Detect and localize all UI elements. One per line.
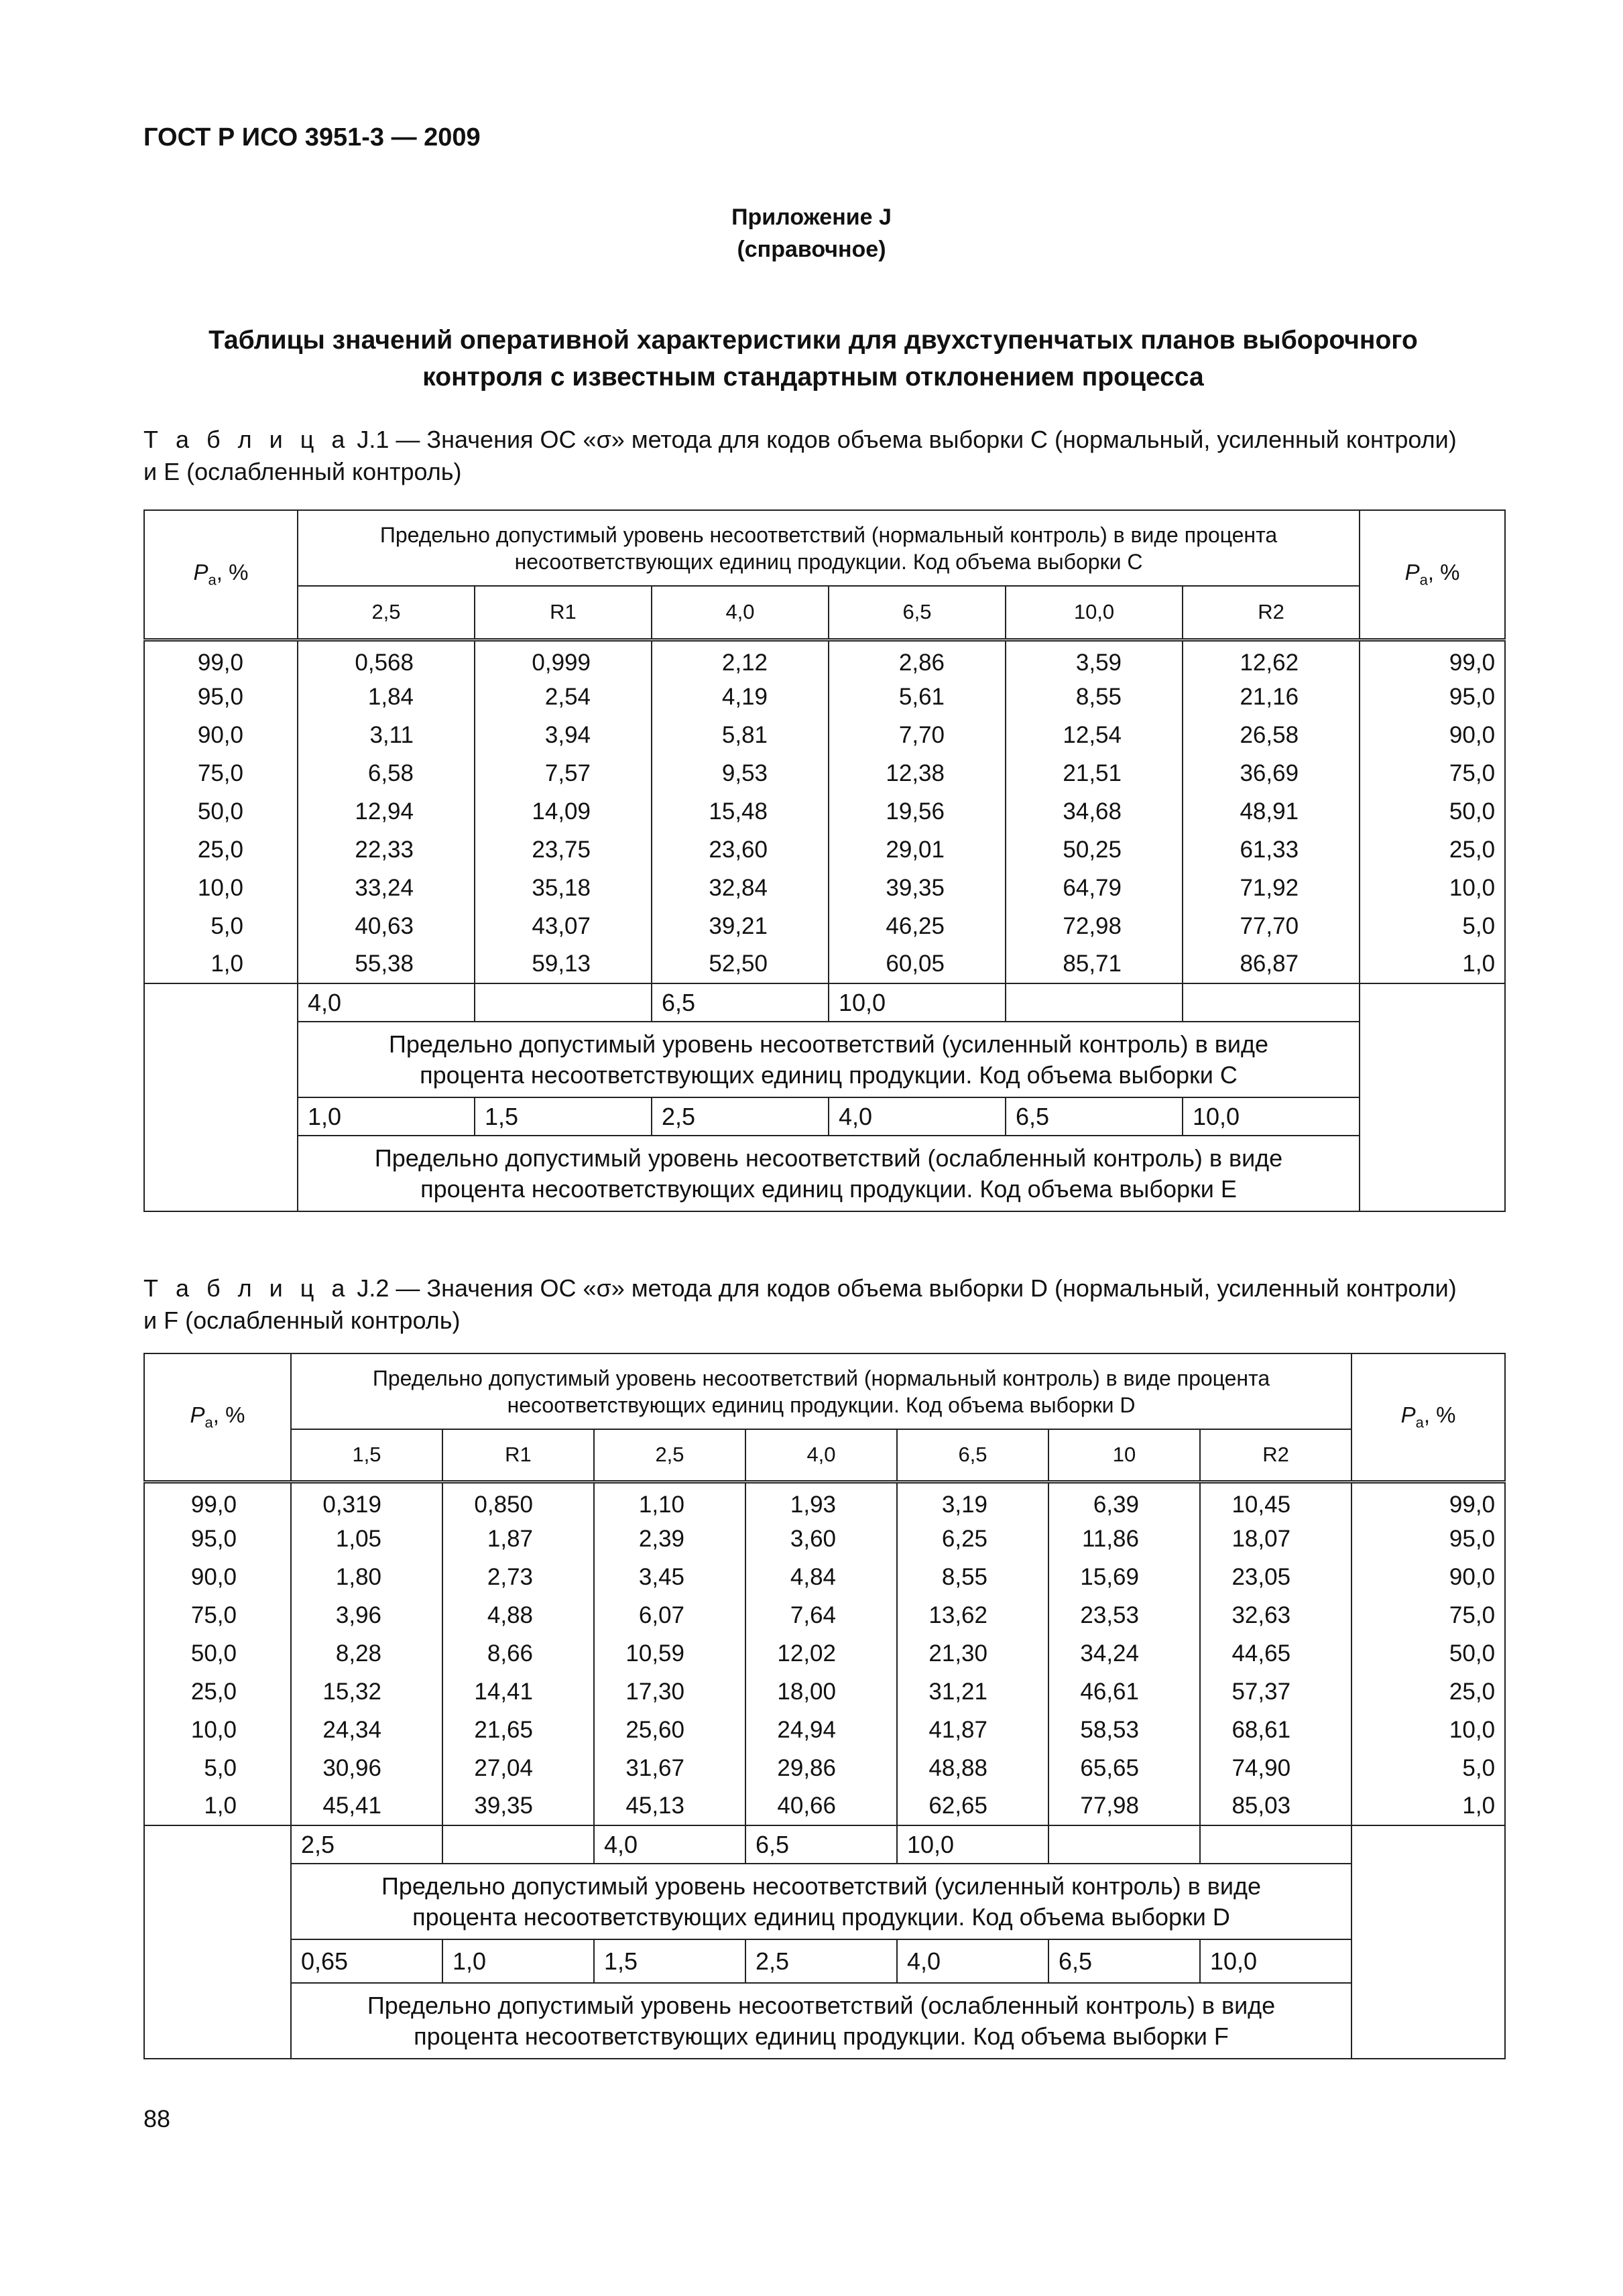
table1-normal-header xyxy=(298,510,1360,586)
table1-reduced-value: 4,0 xyxy=(829,1097,1006,1136)
table1-reduced-note-line-2: процента несоответствующих единиц продукции. Код объема выборки Е xyxy=(420,1174,1237,1203)
table1-cell-value: 40,63 xyxy=(298,907,475,945)
table2-cell-value: 62,65 xyxy=(897,1787,1048,1825)
table1-cell-value: 6,58 xyxy=(298,754,475,792)
table2-cell-value: 3,45 xyxy=(594,1558,745,1596)
table-row xyxy=(144,1634,1505,1673)
table2-column-code: 4,0 xyxy=(745,1429,897,1482)
table2-pa-value: 5,0 xyxy=(144,1749,291,1787)
table2-cell-value: 4,84 xyxy=(745,1558,897,1596)
table2-tightened-value: 2,5 xyxy=(291,1825,442,1864)
table-row xyxy=(144,907,1505,945)
table1-pa-value: 99,0 xyxy=(144,640,298,678)
table2-cell-value: 13,62 xyxy=(897,1596,1048,1634)
table2-cell-value: 25,60 xyxy=(594,1711,745,1749)
table1-reduced-note-line-1: Предельно допустимый уровень несоответствий (ослабленный контроль) в виде xyxy=(374,1144,1283,1172)
table2-cell-value: 8,66 xyxy=(442,1634,594,1673)
table1-cell-value: 1,84 xyxy=(298,678,475,716)
table2-column-code: R2 xyxy=(1200,1429,1351,1482)
table2-cell-value: 44,65 xyxy=(1200,1634,1351,1673)
table2-cell-value: 1,05 xyxy=(291,1520,442,1558)
table1-pa-value: 99,0 xyxy=(1360,640,1505,678)
table-row xyxy=(144,945,1505,983)
table2-cell-value: 45,13 xyxy=(594,1787,745,1825)
table1-header-line-2: несоответствующих единиц продукции. Код объема выборки С xyxy=(514,549,1143,574)
table2-cell-value: 23,53 xyxy=(1048,1596,1200,1634)
table2-pa-value: 1,0 xyxy=(1351,1787,1505,1825)
table2-cell-value: 39,35 xyxy=(442,1787,594,1825)
table1-tightened-note-line-2: процента несоответствующих единиц продукции. Код объема выборки С xyxy=(420,1061,1238,1089)
table2-pa-value: 90,0 xyxy=(144,1558,291,1596)
table1-pa-value: 50,0 xyxy=(1360,792,1505,831)
table2-column-code: 10 xyxy=(1048,1429,1200,1482)
table2-reduced-values-row xyxy=(144,1939,1505,1983)
annex-heading xyxy=(0,201,1623,265)
table2-reduced-value: 4,0 xyxy=(897,1939,1048,1983)
table1 xyxy=(143,509,1506,1212)
table2-cell-value: 7,64 xyxy=(745,1596,897,1634)
table2-caption-label: Т а б л и ц а xyxy=(143,1274,351,1302)
table1-cell-value: 15,48 xyxy=(652,792,829,831)
table2-tightened-value xyxy=(1200,1825,1351,1864)
table1-reduced-value: 10,0 xyxy=(1183,1097,1360,1136)
table2-cell-value: 68,61 xyxy=(1200,1711,1351,1749)
table2-tightened-note-row xyxy=(144,1864,1505,1939)
table1-reduced-value: 1,0 xyxy=(298,1097,475,1136)
table1-pa-value: 95,0 xyxy=(1360,678,1505,716)
table2-reduced-value: 6,5 xyxy=(1048,1939,1200,1983)
table2-cell-value: 1,10 xyxy=(594,1482,745,1520)
table1-cell-value: 12,38 xyxy=(829,754,1006,792)
table1-column-code: R2 xyxy=(1183,586,1360,640)
table2-cell-value: 85,03 xyxy=(1200,1787,1351,1825)
table1-reduced-note-row xyxy=(144,1136,1505,1211)
table1-column-code: 4,0 xyxy=(652,586,829,640)
table1-cell-value: 46,25 xyxy=(829,907,1006,945)
table2-empty-left xyxy=(144,1825,291,2059)
table-row xyxy=(144,1673,1505,1711)
table1-cell-value: 33,24 xyxy=(298,869,475,907)
table1-cell-value: 39,21 xyxy=(652,907,829,945)
table1-cell-value: 21,16 xyxy=(1183,678,1360,716)
table2-reduced-value: 10,0 xyxy=(1200,1939,1351,1983)
table2-reduced-note-line-1: Предельно допустимый уровень несоответствий (ослабленный контроль) в виде xyxy=(367,1991,1276,2019)
table2-cell-value: 1,80 xyxy=(291,1558,442,1596)
page-number: 88 xyxy=(143,2105,171,2132)
table1-reduced-values-row xyxy=(144,1097,1505,1136)
table1-reduced-note xyxy=(298,1136,1360,1211)
table2-cell-value: 30,96 xyxy=(291,1749,442,1787)
table2-cell-value: 8,28 xyxy=(291,1634,442,1673)
table2-reduced-note xyxy=(291,1983,1351,2059)
table-row xyxy=(144,1711,1505,1749)
table1-cell-value: 36,69 xyxy=(1183,754,1360,792)
table1-tightened-value xyxy=(1183,983,1360,1022)
table1-tightened-values-row xyxy=(144,983,1505,1022)
table1-column-code: R1 xyxy=(475,586,652,640)
table2-header-line-2: несоответствующих единиц продукции. Код объема выборки D xyxy=(507,1392,1136,1417)
title-line-1: Таблицы значений оперативной характеристики для двухступенчатых планов выборочного xyxy=(208,326,1418,355)
table2-cell-value: 21,30 xyxy=(897,1634,1048,1673)
table2-cell-value: 29,86 xyxy=(745,1749,897,1787)
table2-cell-value: 40,66 xyxy=(745,1787,897,1825)
table1-cell-value: 5,81 xyxy=(652,716,829,754)
table1-pa-value: 5,0 xyxy=(144,907,298,945)
table1-pa-value: 50,0 xyxy=(144,792,298,831)
table1-cell-value: 5,61 xyxy=(829,678,1006,716)
table2-cell-value: 18,07 xyxy=(1200,1520,1351,1558)
table2-cell-value: 1,87 xyxy=(442,1520,594,1558)
table1-caption-line-1 xyxy=(143,424,1504,456)
table1-cell-value: 9,53 xyxy=(652,754,829,792)
table1-cell-value: 39,35 xyxy=(829,869,1006,907)
table1-empty-right xyxy=(1360,983,1505,1211)
table2-cell-value: 21,65 xyxy=(442,1711,594,1749)
table2-tightened-value: 10,0 xyxy=(897,1825,1048,1864)
table2-cell-value: 14,41 xyxy=(442,1673,594,1711)
table-row xyxy=(144,1482,1505,1520)
table1-tightened-value: 6,5 xyxy=(652,983,829,1022)
table1-cell-value: 2,86 xyxy=(829,640,1006,678)
table2-reduced-value: 2,5 xyxy=(745,1939,897,1983)
table2-pa-header-left: $P_a$, % xyxy=(144,1353,291,1482)
table1-caption-label: Т а б л и ц а xyxy=(143,426,351,453)
table1-tightened-value xyxy=(475,983,652,1022)
table2-tightened-note-line-2: процента несоответствующих единиц продукции. Код объема выборки D xyxy=(412,1902,1230,1931)
table1-pa-value: 5,0 xyxy=(1360,907,1505,945)
table1-pa-value: 1,0 xyxy=(144,945,298,983)
table2-pa-value: 50,0 xyxy=(144,1634,291,1673)
table2-cell-value: 58,53 xyxy=(1048,1711,1200,1749)
table1-pa-value: 75,0 xyxy=(1360,754,1505,792)
table2-pa-value: 99,0 xyxy=(144,1482,291,1520)
table2-pa-value: 75,0 xyxy=(144,1596,291,1634)
table1-pa-header-left: $P_a$, % xyxy=(144,510,298,640)
page-title xyxy=(143,322,1483,396)
table2-cell-value: 6,07 xyxy=(594,1596,745,1634)
table1-pa-value: 25,0 xyxy=(1360,831,1505,869)
table2-reduced-value: 1,0 xyxy=(442,1939,594,1983)
table1-pa-value: 90,0 xyxy=(1360,716,1505,754)
table-row xyxy=(144,792,1505,831)
table1-pa-value: 10,0 xyxy=(144,869,298,907)
table1-pa-header-right: $P_a$, % xyxy=(1360,510,1505,640)
table2-cell-value: 31,21 xyxy=(897,1673,1048,1711)
table1-cell-value: 29,01 xyxy=(829,831,1006,869)
table1-cell-value: 48,91 xyxy=(1183,792,1360,831)
table1-pa-value: 1,0 xyxy=(1360,945,1505,983)
table1-cell-value: 0,999 xyxy=(475,640,652,678)
table1-cell-value: 77,70 xyxy=(1183,907,1360,945)
table2-reduced-note-row xyxy=(144,1983,1505,2059)
table1-cell-value: 0,568 xyxy=(298,640,475,678)
table1-cell-value: 64,79 xyxy=(1006,869,1183,907)
table1-cell-value: 22,33 xyxy=(298,831,475,869)
annex-type: (справочное) xyxy=(737,237,886,262)
table2-cell-value: 8,55 xyxy=(897,1558,1048,1596)
table1-header-line-1: Предельно допустимый уровень несоответствий (нормальный контроль) в виде процента xyxy=(379,522,1278,547)
table1-reduced-value: 2,5 xyxy=(652,1097,829,1136)
table1-cell-value: 71,92 xyxy=(1183,869,1360,907)
table2-cell-value: 1,93 xyxy=(745,1482,897,1520)
table1-pa-value: 90,0 xyxy=(144,716,298,754)
table2-tightened-value xyxy=(442,1825,594,1864)
table2-pa-value: 95,0 xyxy=(144,1520,291,1558)
table1-cell-value: 50,25 xyxy=(1006,831,1183,869)
table2-normal-header xyxy=(291,1353,1351,1429)
table1-caption-line-2: и Е (ослабленный контроль) xyxy=(143,458,462,485)
table2-caption-line-2: и F (ослабленный контроль) xyxy=(143,1307,461,1334)
table2-cell-value: 17,30 xyxy=(594,1673,745,1711)
table1-pa-value: 25,0 xyxy=(144,831,298,869)
table2-cell-value: 11,86 xyxy=(1048,1520,1200,1558)
table2-cell-value: 31,67 xyxy=(594,1749,745,1787)
table1-cell-value: 8,55 xyxy=(1006,678,1183,716)
table1-pa-value: 95,0 xyxy=(144,678,298,716)
table2-pa-value: 1,0 xyxy=(144,1787,291,1825)
annex-label: Приложение J xyxy=(731,204,892,230)
table2-cell-value: 2,73 xyxy=(442,1558,594,1596)
table2-cell-value: 24,94 xyxy=(745,1711,897,1749)
table1-cell-value: 26,58 xyxy=(1183,716,1360,754)
table2-pa-header-right: $P_a$, % xyxy=(1351,1353,1505,1482)
table1-pa-value: 10,0 xyxy=(1360,869,1505,907)
table2-cell-value: 2,39 xyxy=(594,1520,745,1558)
table2-pa-value: 50,0 xyxy=(1351,1634,1505,1673)
table1-caption-text: J.1 — Значения ОС «σ» метода для кодов объема выборки С (нормальный, усиленный контроли) xyxy=(350,426,1457,453)
table1-tightened-value: 4,0 xyxy=(298,983,475,1022)
table2-cell-value: 34,24 xyxy=(1048,1634,1200,1673)
table2 xyxy=(143,1353,1506,2059)
table2-caption-line-1 xyxy=(143,1272,1504,1305)
table1-cell-value: 34,68 xyxy=(1006,792,1183,831)
table1-cell-value: 85,71 xyxy=(1006,945,1183,983)
table-row xyxy=(144,1787,1505,1825)
table-row xyxy=(144,754,1505,792)
table2-caption-text: J.2 — Значения ОС «σ» метода для кодов объема выборки D (нормальный, усиленный контроли) xyxy=(350,1274,1457,1302)
table2-cell-value: 32,63 xyxy=(1200,1596,1351,1634)
table2-cell-value: 3,96 xyxy=(291,1596,442,1634)
table1-header-row xyxy=(144,510,1505,586)
table2-cell-value: 6,25 xyxy=(897,1520,1048,1558)
table2-header-row xyxy=(144,1353,1505,1429)
table2-cell-value: 6,39 xyxy=(1048,1482,1200,1520)
table2-cell-value: 0,319 xyxy=(291,1482,442,1520)
table2-tightened-value: 6,5 xyxy=(745,1825,897,1864)
table2-cell-value: 27,04 xyxy=(442,1749,594,1787)
table-row xyxy=(144,1596,1505,1634)
table1-cell-value: 60,05 xyxy=(829,945,1006,983)
table1-tightened-note-row xyxy=(144,1022,1505,1097)
table2-cell-value: 48,88 xyxy=(897,1749,1048,1787)
table2-cell-value: 74,90 xyxy=(1200,1749,1351,1787)
table2-pa-value: 10,0 xyxy=(144,1711,291,1749)
table1-pa-value: 75,0 xyxy=(144,754,298,792)
table1-cell-value: 2,54 xyxy=(475,678,652,716)
table2-reduced-note-line-2: процента несоответствующих единиц продукции. Код объема выборки F xyxy=(414,2022,1229,2050)
table-row xyxy=(144,831,1505,869)
table2-reduced-value: 1,5 xyxy=(594,1939,745,1983)
table1-cell-value: 59,13 xyxy=(475,945,652,983)
table1-code-row xyxy=(144,586,1505,640)
table2-column-code: 1,5 xyxy=(291,1429,442,1482)
table2-code-row xyxy=(144,1429,1505,1482)
table1-cell-value: 23,75 xyxy=(475,831,652,869)
table2-cell-value: 46,61 xyxy=(1048,1673,1200,1711)
table2-cell-value: 15,69 xyxy=(1048,1558,1200,1596)
table1-tightened-note-line-1: Предельно допустимый уровень несоответствий (усиленный контроль) в виде xyxy=(389,1030,1269,1058)
table1-cell-value: 23,60 xyxy=(652,831,829,869)
table1-column-code: 2,5 xyxy=(298,586,475,640)
table2-cell-value: 77,98 xyxy=(1048,1787,1200,1825)
table2-cell-value: 23,05 xyxy=(1200,1558,1351,1596)
table2-reduced-value: 0,65 xyxy=(291,1939,442,1983)
table1-cell-value: 14,09 xyxy=(475,792,652,831)
document-code: ГОСТ Р ИСО 3951-3 — 2009 xyxy=(143,123,481,152)
table1-cell-value: 12,94 xyxy=(298,792,475,831)
table2-pa-value: 10,0 xyxy=(1351,1711,1505,1749)
table-row xyxy=(144,1520,1505,1558)
table1-column-code: 10,0 xyxy=(1006,586,1183,640)
table-row xyxy=(144,1558,1505,1596)
table1-cell-value: 4,19 xyxy=(652,678,829,716)
table1-column-code: 6,5 xyxy=(829,586,1006,640)
table1-reduced-value: 6,5 xyxy=(1006,1097,1183,1136)
table1-cell-value: 52,50 xyxy=(652,945,829,983)
table1-cell-value: 12,62 xyxy=(1183,640,1360,678)
table2-column-code: 6,5 xyxy=(897,1429,1048,1482)
table2-tightened-values-row xyxy=(144,1825,1505,1864)
table2-pa-value: 25,0 xyxy=(1351,1673,1505,1711)
table-row xyxy=(144,716,1505,754)
table2-cell-value: 65,65 xyxy=(1048,1749,1200,1787)
table1-cell-value: 12,54 xyxy=(1006,716,1183,754)
table1-cell-value: 86,87 xyxy=(1183,945,1360,983)
table2-empty-right xyxy=(1351,1825,1505,2059)
title-line-2: контроля с известным стандартным отклонением процесса xyxy=(422,363,1204,391)
table1-reduced-value: 1,5 xyxy=(475,1097,652,1136)
table1-cell-value: 2,12 xyxy=(652,640,829,678)
table2-tightened-value: 4,0 xyxy=(594,1825,745,1864)
table2-pa-value: 99,0 xyxy=(1351,1482,1505,1520)
table2-caption xyxy=(143,1272,1504,1337)
table-row xyxy=(144,869,1505,907)
table2-cell-value: 41,87 xyxy=(897,1711,1048,1749)
table1-cell-value: 7,70 xyxy=(829,716,1006,754)
table2-pa-value: 95,0 xyxy=(1351,1520,1505,1558)
table2-cell-value: 10,45 xyxy=(1200,1482,1351,1520)
table2-column-code: R1 xyxy=(442,1429,594,1482)
table2-cell-value: 4,88 xyxy=(442,1596,594,1634)
table1-tightened-value xyxy=(1006,983,1183,1022)
table2-header-line-1: Предельно допустимый уровень несоответствий (нормальный контроль) в виде процента xyxy=(372,1366,1270,1390)
table1-cell-value: 19,56 xyxy=(829,792,1006,831)
table1-caption xyxy=(143,424,1504,488)
table2-cell-value: 0,850 xyxy=(442,1482,594,1520)
table2-cell-value: 18,00 xyxy=(745,1673,897,1711)
table2-cell-value: 3,60 xyxy=(745,1520,897,1558)
table1-cell-value: 55,38 xyxy=(298,945,475,983)
table1-tightened-note xyxy=(298,1022,1360,1097)
table1-cell-value: 72,98 xyxy=(1006,907,1183,945)
table1-cell-value: 3,94 xyxy=(475,716,652,754)
table2-tightened-note-line-1: Предельно допустимый уровень несоответствий (усиленный контроль) в виде xyxy=(381,1872,1262,1900)
table1-empty-left xyxy=(144,983,298,1211)
table1-cell-value: 7,57 xyxy=(475,754,652,792)
table2-cell-value: 24,34 xyxy=(291,1711,442,1749)
table-row xyxy=(144,1749,1505,1787)
table2-pa-value: 5,0 xyxy=(1351,1749,1505,1787)
table1-tightened-value: 10,0 xyxy=(829,983,1006,1022)
table1-cell-value: 21,51 xyxy=(1006,754,1183,792)
table2-cell-value: 57,37 xyxy=(1200,1673,1351,1711)
table2-cell-value: 3,19 xyxy=(897,1482,1048,1520)
table2-cell-value: 12,02 xyxy=(745,1634,897,1673)
table1-cell-value: 43,07 xyxy=(475,907,652,945)
table1-cell-value: 35,18 xyxy=(475,869,652,907)
table2-tightened-note xyxy=(291,1864,1351,1939)
table2-pa-value: 25,0 xyxy=(144,1673,291,1711)
table1-cell-value: 3,11 xyxy=(298,716,475,754)
table2-pa-value: 75,0 xyxy=(1351,1596,1505,1634)
table-row xyxy=(144,640,1505,678)
table2-pa-value: 90,0 xyxy=(1351,1558,1505,1596)
table2-tightened-value xyxy=(1048,1825,1200,1864)
table1-cell-value: 3,59 xyxy=(1006,640,1183,678)
table2-cell-value: 10,59 xyxy=(594,1634,745,1673)
table2-column-code: 2,5 xyxy=(594,1429,745,1482)
table2-cell-value: 45,41 xyxy=(291,1787,442,1825)
table-row xyxy=(144,678,1505,716)
table2-cell-value: 15,32 xyxy=(291,1673,442,1711)
table1-cell-value: 32,84 xyxy=(652,869,829,907)
table1-cell-value: 61,33 xyxy=(1183,831,1360,869)
